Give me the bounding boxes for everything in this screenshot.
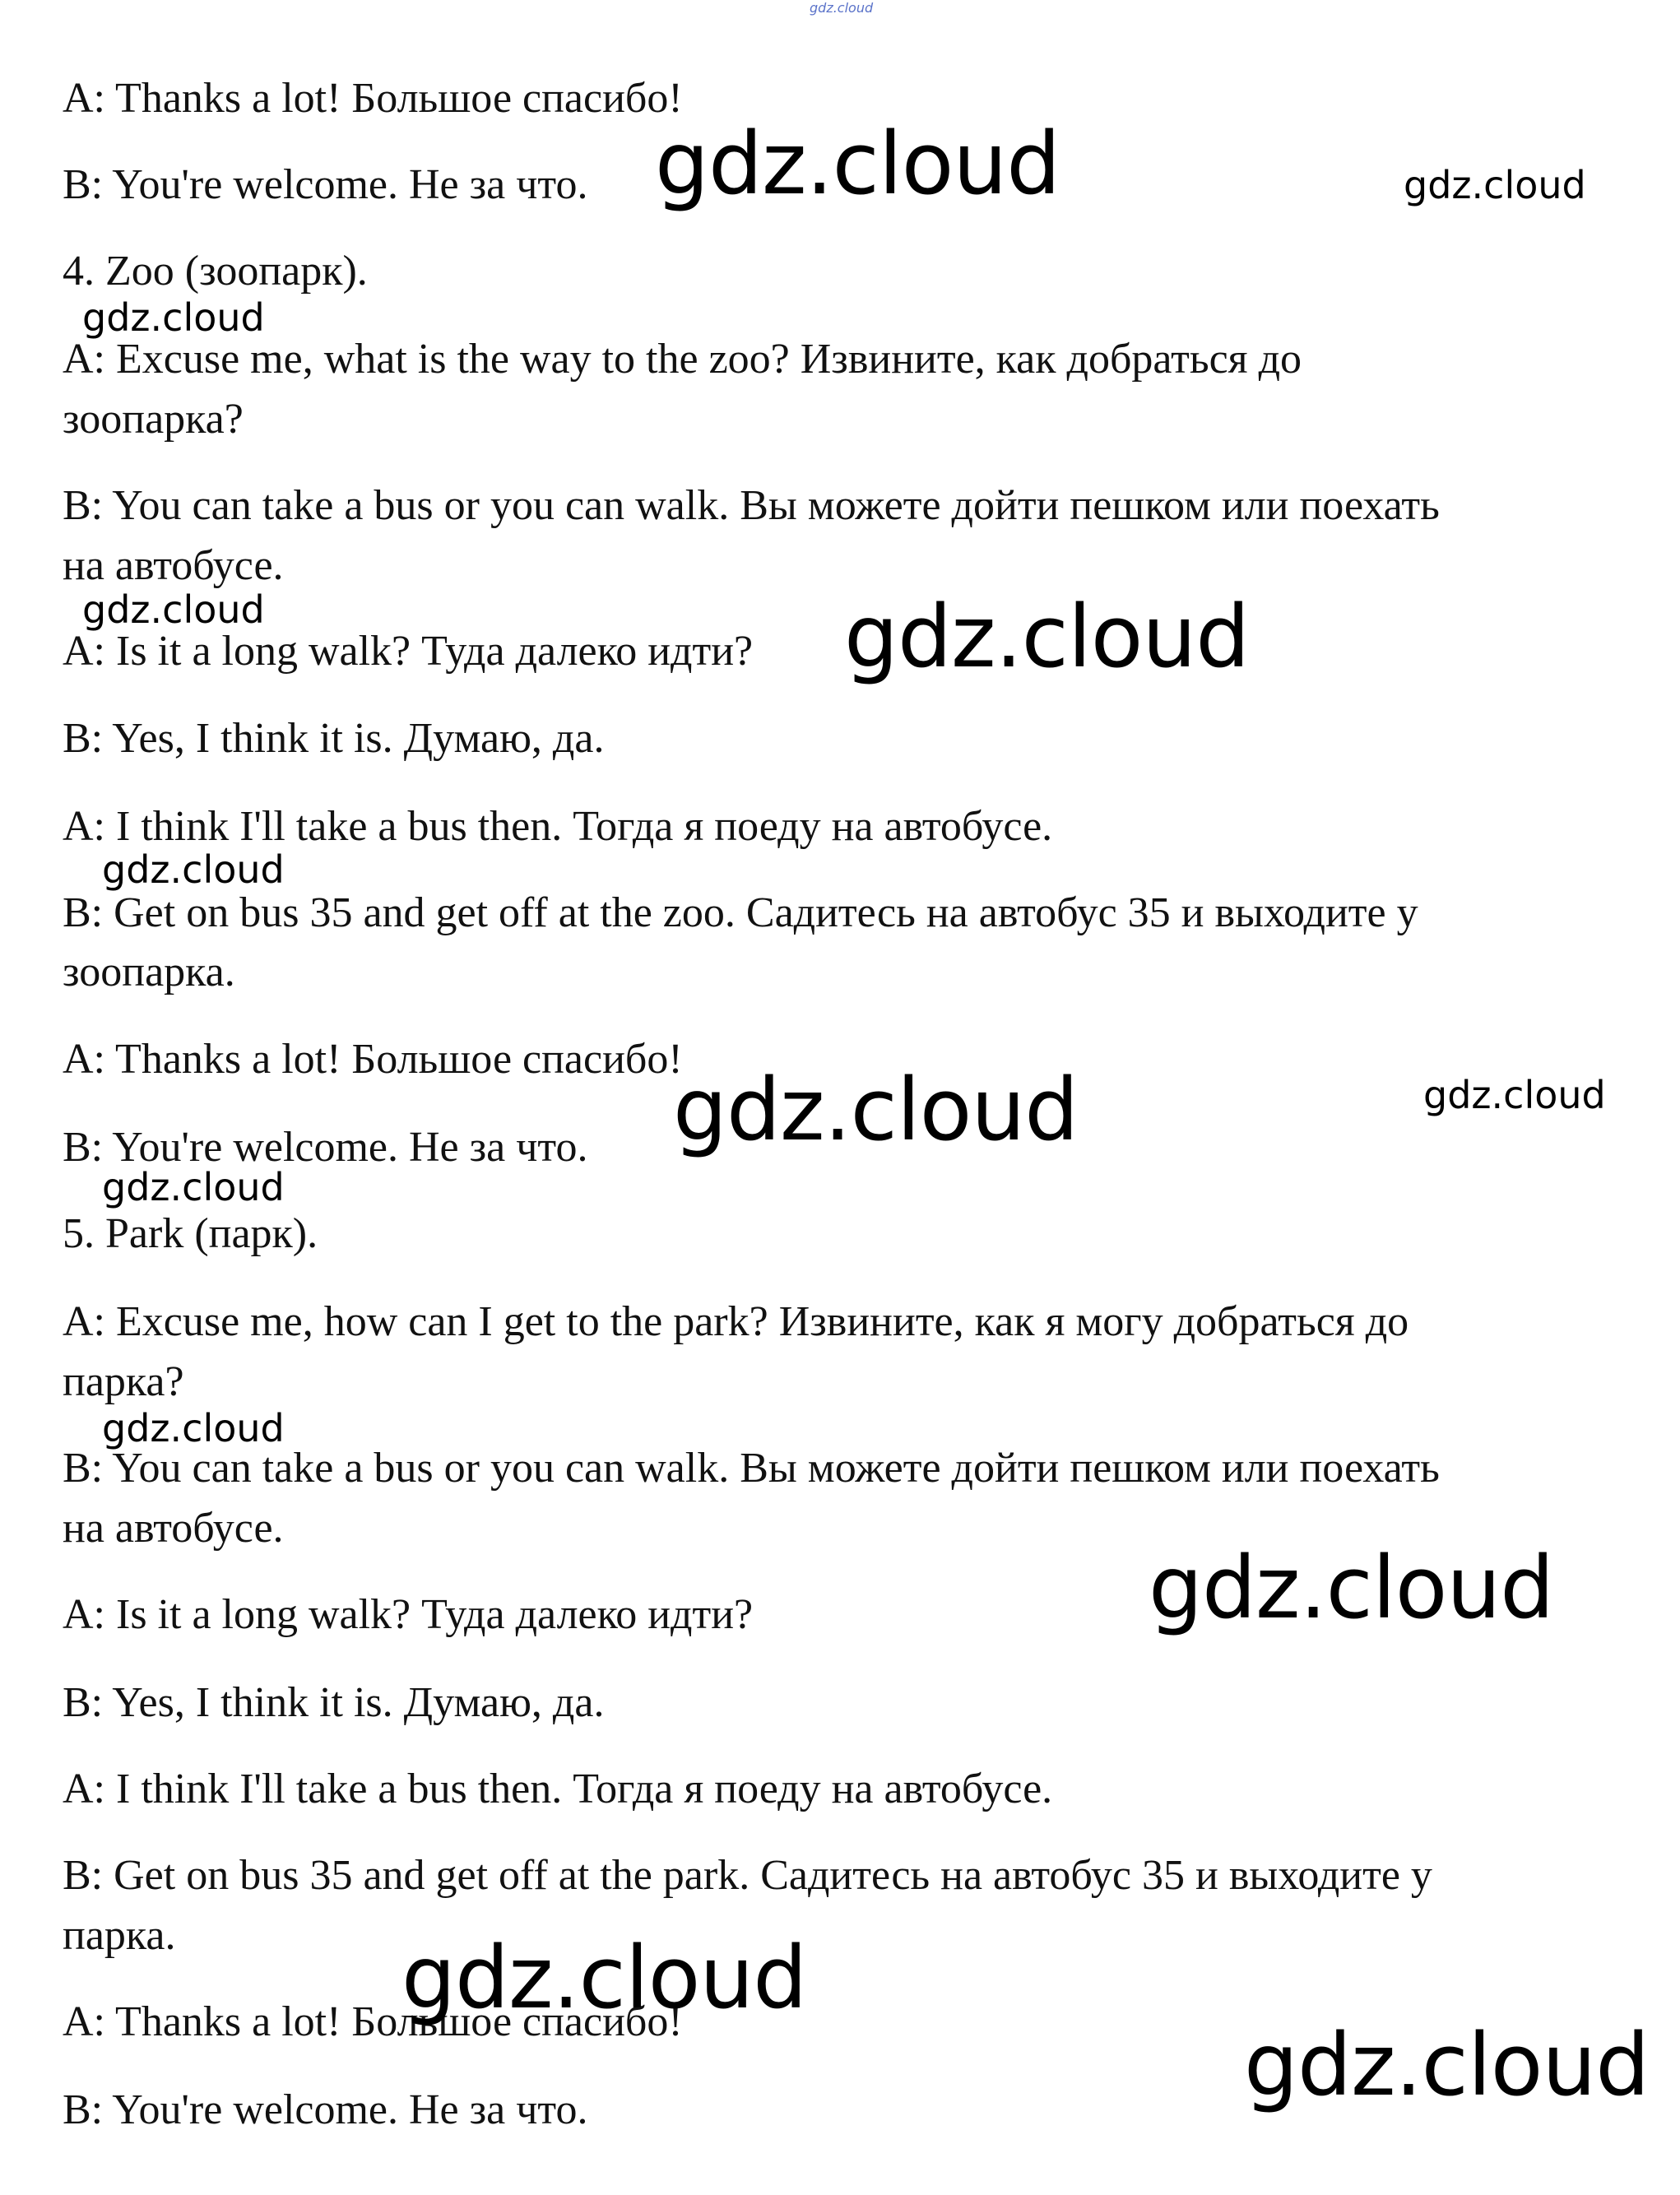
- watermark: gdz.cloud: [401, 1928, 807, 2028]
- dialogue-line: парка.: [63, 1912, 176, 1959]
- dialogue-line: B: Yes, I think it is. Думаю, да.: [63, 1679, 605, 1726]
- watermark-small: gdz.cloud: [1423, 1073, 1606, 1117]
- dialogue-line: A: Excuse me, what is the way to the zoo? Извините, как добраться до: [63, 336, 1302, 383]
- dialogue-line: A: I think I'll take a bus then. Тогда я поеду на автобусе.: [63, 1766, 1053, 1812]
- watermark-small: gdz.cloud: [102, 1406, 285, 1450]
- dialogue-line: A: Thanks a lot! Большое спасибо!: [63, 75, 683, 122]
- dialogue-line: A: Thanks a lot! Большое спасибо!: [63, 1036, 683, 1083]
- watermark: gdz.cloud: [1244, 2015, 1650, 2115]
- watermark-small: gdz.cloud: [82, 587, 265, 632]
- dialogue-line: B: You're welcome. Не за что.: [63, 161, 588, 208]
- dialogue-line: B: Yes, I think it is. Думаю, да.: [63, 715, 605, 762]
- dialogue-line: парка?: [63, 1358, 184, 1405]
- watermark-small: gdz.cloud: [102, 1165, 285, 1209]
- watermark: gdz.cloud: [1149, 1538, 1554, 1638]
- dialogue-line: зоопарка?: [63, 396, 244, 443]
- dialogue-line: B: You're welcome. Не за что.: [63, 1124, 588, 1171]
- dialogue-line: B: Get on bus 35 and get off at the park. Садитесь на автобус 35 и выходите у: [63, 1852, 1432, 1899]
- dialogue-line: B: You can take a bus or you can walk. Вы можете дойти пешком или поехать: [63, 482, 1440, 529]
- watermark: gdz.cloud: [673, 1060, 1079, 1160]
- dialogue-line: на автобусе.: [63, 542, 284, 589]
- dialogue-line: B: You're welcome. Не за что.: [63, 2086, 588, 2133]
- dialogue-line: зоопарка.: [63, 949, 235, 995]
- watermark-small: gdz.cloud: [1404, 163, 1586, 207]
- watermark: gdz.cloud: [844, 587, 1250, 687]
- section-heading-zoo: 4. Zoo (зоопарк).: [63, 248, 368, 295]
- section-heading-park: 5. Park (парк).: [63, 1210, 318, 1257]
- dialogue-line: на автобусе.: [63, 1505, 284, 1552]
- watermark-top: gdz.cloud: [810, 0, 874, 16]
- watermark-small: gdz.cloud: [82, 295, 265, 340]
- dialogue-line: A: Is it a long walk? Туда далеко идти?: [63, 1591, 754, 1638]
- dialogue-line: B: You can take a bus or you can walk. Вы можете дойти пешком или поехать: [63, 1445, 1440, 1492]
- dialogue-line: A: Thanks a lot! Большое спасибо!: [63, 1998, 683, 2045]
- dialogue-line: A: I think I'll take a bus then. Тогда я поеду на автобусе.: [63, 803, 1053, 850]
- dialogue-line: A: Excuse me, how can I get to the park? Извините, как я могу добраться до: [63, 1298, 1409, 1345]
- dialogue-line: A: Is it a long walk? Туда далеко идти?: [63, 628, 754, 675]
- watermark: gdz.cloud: [655, 114, 1060, 214]
- dialogue-line: B: Get on bus 35 and get off at the zoo. Садитесь на автобус 35 и выходите у: [63, 889, 1418, 936]
- watermark-small: gdz.cloud: [102, 847, 285, 892]
